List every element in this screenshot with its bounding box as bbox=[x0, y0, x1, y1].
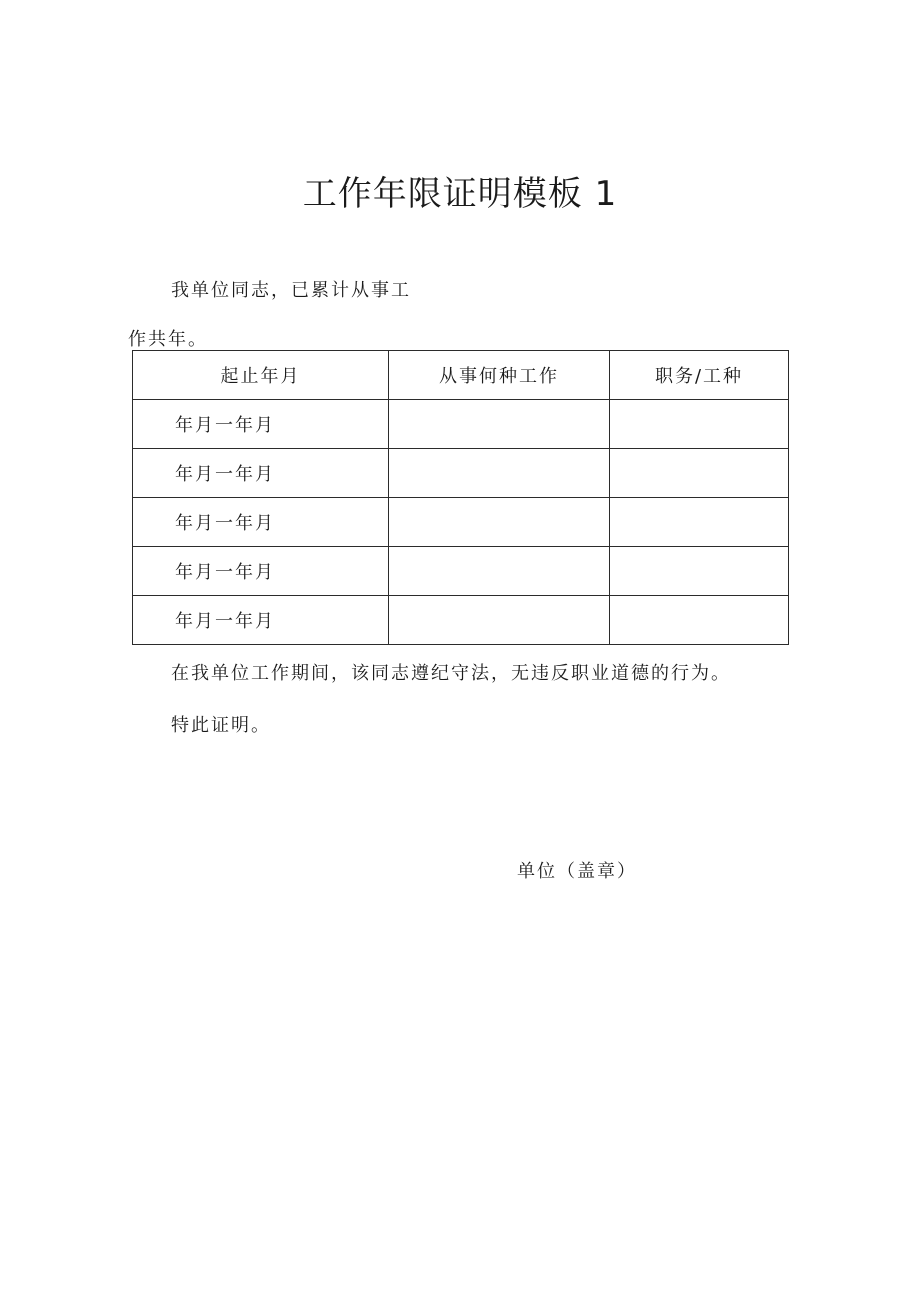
cell-period: 年月一年月 bbox=[133, 498, 389, 547]
cell-period: 年月一年月 bbox=[133, 596, 389, 645]
table-header-row bbox=[133, 351, 789, 400]
cell-work bbox=[389, 449, 610, 498]
signature-line: 单位（盖章） bbox=[517, 861, 637, 882]
closing-line: 特此证明。 bbox=[171, 715, 271, 736]
intro-line-2: 作共年。 bbox=[128, 329, 208, 350]
cell-position bbox=[610, 449, 789, 498]
cell-work bbox=[389, 547, 610, 596]
cell-work bbox=[389, 498, 610, 547]
table-row bbox=[133, 449, 789, 498]
table-row bbox=[133, 547, 789, 596]
header-work: 从事何种工作 bbox=[389, 351, 610, 400]
cell-position bbox=[610, 400, 789, 449]
header-period: 起止年月 bbox=[133, 351, 389, 400]
cell-work bbox=[389, 596, 610, 645]
table-row bbox=[133, 596, 789, 645]
intro-line-1: 我单位同志，已累计从事工 bbox=[171, 280, 411, 301]
header-position: 职务/工种 bbox=[610, 351, 789, 400]
cell-period: 年月一年月 bbox=[133, 449, 389, 498]
document-title: 工作年限证明模板 1 bbox=[302, 174, 618, 214]
cell-work bbox=[389, 400, 610, 449]
work-history-table bbox=[132, 350, 789, 645]
cell-position bbox=[610, 596, 789, 645]
conduct-statement: 在我单位工作期间，该同志遵纪守法，无违反职业道德的行为。 bbox=[171, 663, 731, 684]
table-row bbox=[133, 400, 789, 449]
cell-period: 年月一年月 bbox=[133, 547, 389, 596]
cell-position bbox=[610, 498, 789, 547]
cell-position bbox=[610, 547, 789, 596]
table-row bbox=[133, 498, 789, 547]
cell-period: 年月一年月 bbox=[133, 400, 389, 449]
